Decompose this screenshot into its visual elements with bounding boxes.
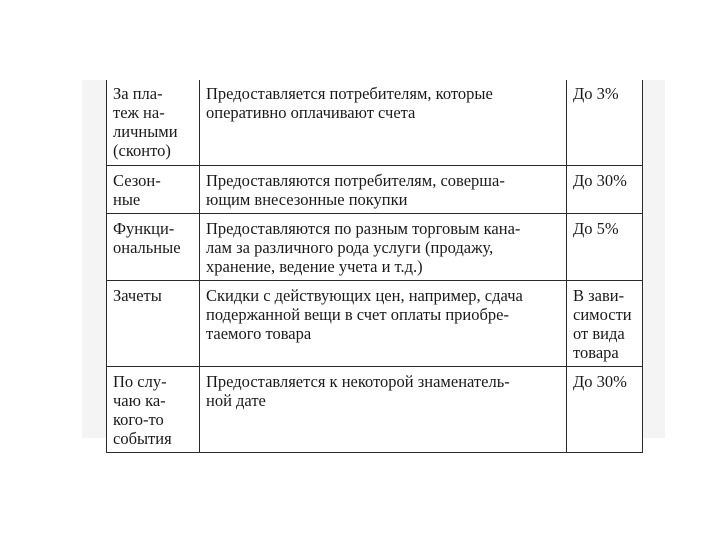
table-row [107, 213, 643, 280]
table-row [107, 280, 643, 366]
discount-types-table [106, 80, 643, 453]
table-row [107, 165, 643, 213]
discount-size-cell: В зави- симости от вида товара [567, 280, 643, 366]
discount-description-cell: Предоставляются по разным торговым кана- лам за различного рода услуги (продажу, хранение, ведение учета и т.д.) [200, 213, 567, 280]
discount-type-cell: Зачеты [107, 280, 200, 366]
discount-size-cell: До 3% [567, 80, 643, 165]
discount-type-cell: Сезон- ные [107, 165, 200, 213]
table-row [107, 366, 643, 452]
discount-description-cell: Предоставляется к некоторой знаменатель- ной дате [200, 366, 567, 452]
discount-size-cell: До 30% [567, 366, 643, 452]
discount-size-cell: До 5% [567, 213, 643, 280]
discount-description-cell: Предоставляется потребителям, которые оперативно оплачивают счета [200, 80, 567, 165]
table-row [107, 80, 643, 165]
discount-type-cell: Функци- ональные [107, 213, 200, 280]
discount-description-cell: Скидки с действующих цен, например, сдача подержанной вещи в счет оплаты приобре- таемого товара [200, 280, 567, 366]
discount-type-cell: За пла- теж на- личными (сконто) [107, 80, 200, 165]
discount-type-cell: По слу- чаю ка- кого-то события [107, 366, 200, 452]
discount-description-cell: Предоставляются потребителям, соверша- ющим внесезонные покупки [200, 165, 567, 213]
discount-size-cell: До 30% [567, 165, 643, 213]
